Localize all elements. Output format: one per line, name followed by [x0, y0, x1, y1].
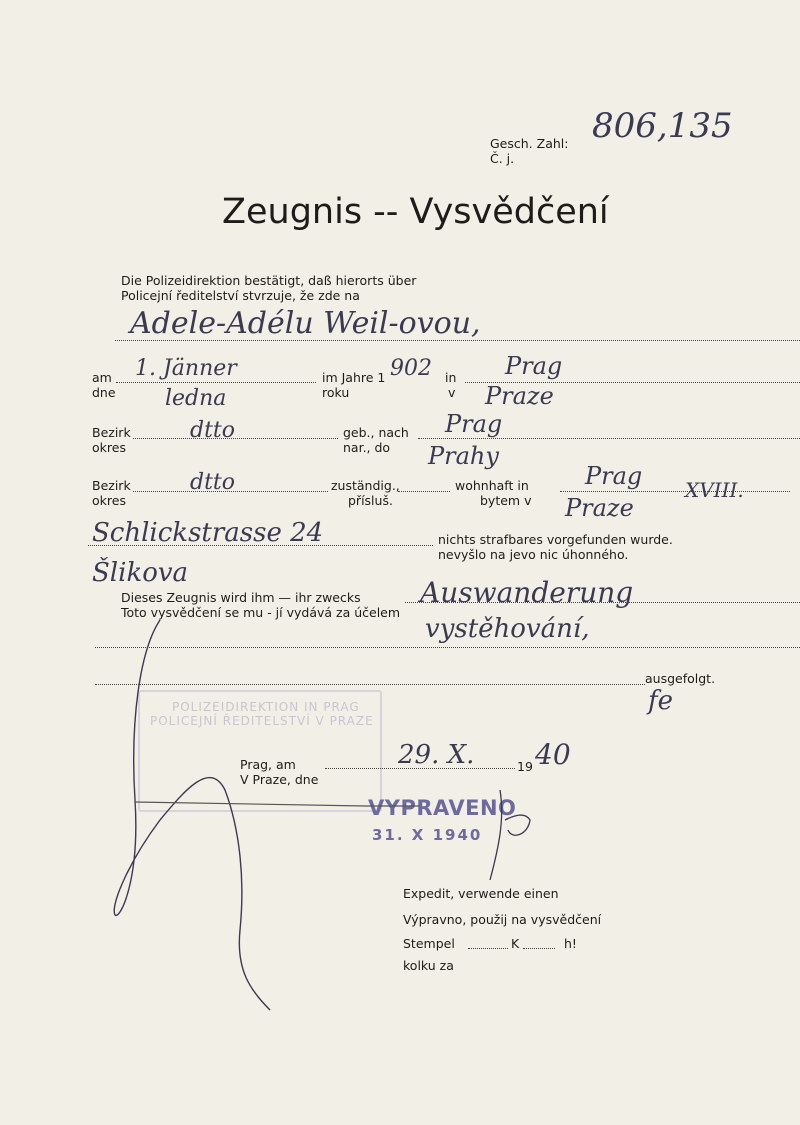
bezirk1-dest-handwritten-1: Prag: [445, 410, 503, 438]
purpose-line-2: [95, 647, 800, 648]
bezirk1-dest-handwritten-2: Prahy: [428, 442, 499, 470]
bezirk2-label-cz: okres: [92, 493, 126, 508]
vypraveno-stamp: VYPRAVENO: [368, 796, 517, 820]
ref-number-handwritten: 806,135: [592, 106, 733, 146]
vypraveno-stamp-date: 31. X 1940: [372, 826, 483, 844]
bezirk2-city-handwritten-2: Praze: [565, 494, 634, 522]
purpose-line-3: [95, 684, 645, 685]
ref-label-de: Gesch. Zahl:: [490, 136, 569, 151]
street-handwritten-1: Schlickstrasse 24: [92, 518, 324, 548]
birth-date-handwritten-2: ledna: [165, 386, 227, 411]
bezirk2-district-handwritten: XVIII.: [685, 478, 744, 502]
bezirk2-mid-line: [398, 491, 450, 492]
purpose-cz: Toto vysvědčení se mu - jí vydává za účelem: [121, 605, 401, 620]
nar-label: nar., do: [343, 440, 391, 455]
birth-date-handwritten-1: 1. Jänner: [135, 356, 237, 381]
birth-place-handwritten-1: Prag: [505, 352, 563, 380]
k-label: K: [511, 936, 520, 951]
purpose-handwritten-1: Auswanderung: [420, 576, 634, 609]
intro-de: Die Polizeidirektion bestätigt, daß hierorts über: [121, 273, 417, 288]
bezirk2-handwritten: dtto: [190, 470, 236, 495]
bezirk2-city-line: [560, 491, 790, 492]
nichts-cz: nevyšlo na jevo nic úhonného.: [438, 547, 629, 562]
initials-handwritten: fe: [648, 686, 674, 716]
place-date-de: Prag, am: [240, 757, 296, 772]
dne-label: dne: [92, 385, 116, 400]
am-label: am: [92, 370, 112, 385]
birth-place-handwritten-2: Praze: [485, 382, 554, 410]
place-date-cz: V Praze, dne: [240, 772, 319, 787]
year-prefix: 19: [517, 759, 533, 774]
faint-stamp-line2: POLICEJNÍ ŘEDITELSTVÍ V PRAZE: [150, 714, 374, 728]
intro-cz: Policejní ředitelství stvrzuje, že zde na: [121, 288, 360, 303]
street-handwritten-2: Šlikova: [92, 558, 189, 588]
ref-label-cz: Č. j.: [490, 151, 515, 166]
purpose-de: Dieses Zeugnis wird ihm — ihr zwecks: [121, 590, 361, 605]
in-label: in: [445, 370, 457, 385]
bezirk1-label-de: Bezirk: [92, 425, 131, 440]
name-handwritten: Adele-Adélu Weil-ovou,: [130, 306, 481, 341]
birth-date-line: [116, 382, 316, 383]
bezirk2-city-handwritten-1: Prag: [585, 462, 643, 490]
prislus-label: přísluš.: [348, 493, 393, 508]
issue-year-handwritten: 40: [535, 738, 571, 771]
expedit-de: Expedit, verwende einen: [403, 886, 559, 901]
purpose-handwritten-2: vystěhování,: [425, 614, 590, 644]
wohnhaft-label: wohnhaft in: [455, 478, 529, 493]
nichts-de: nichts strafbares vorgefunden wurde.: [438, 532, 673, 547]
year-label-de: im Jahre 1: [322, 370, 386, 385]
bytem-label: bytem v: [480, 493, 532, 508]
birth-year-handwritten: 902: [390, 356, 432, 381]
document-title: Zeugnis -- Vysvědčení: [222, 192, 609, 232]
bezirk2-label-de: Bezirk: [92, 478, 131, 493]
faint-stamp-line1: POLIZEIDIREKTION IN PRAG: [172, 700, 360, 714]
bracket-stroke: [114, 620, 270, 1010]
bezirk1-handwritten: dtto: [190, 418, 236, 443]
issue-date-handwritten: 29. X.: [398, 740, 475, 770]
year-label-cz: roku: [322, 385, 350, 400]
kolku-label: kolku za: [403, 958, 454, 973]
stempel-h-line: [523, 948, 555, 949]
geb-label: geb., nach: [343, 425, 409, 440]
h-label: h!: [564, 936, 577, 951]
zustandig-label: zuständig.,: [331, 478, 400, 493]
bezirk1-line: [133, 438, 338, 439]
ausgefolgt-label: ausgefolgt.: [645, 671, 716, 686]
bezirk1-dest-line: [418, 438, 800, 439]
stempel-k-line: [468, 948, 508, 949]
v-label: v: [448, 385, 456, 400]
expedit-cz: Výpravno, použij na vysvědčení: [403, 912, 602, 927]
bezirk1-label-cz: okres: [92, 440, 126, 455]
stempel-label: Stempel: [403, 936, 455, 951]
